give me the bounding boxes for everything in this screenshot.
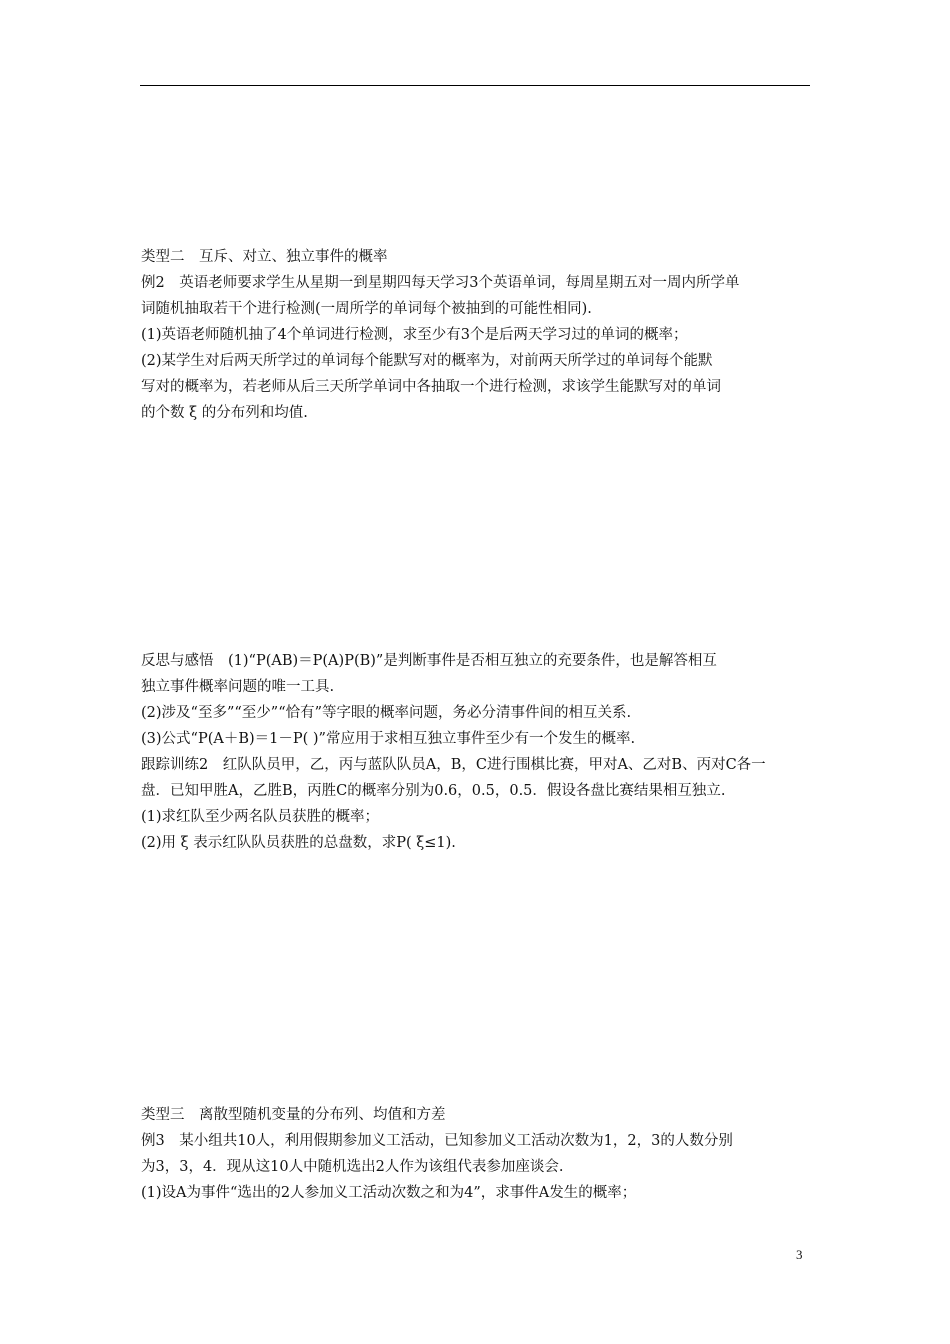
- practice2-line-3: (1)求红队至少两名队员获胜的概率；: [141, 809, 380, 825]
- example2-line-5: 写对的概率为，若老师从后三天所学单词中各抽取一个进行检测，求该学生能默写对的单词: [141, 379, 721, 395]
- reflection-line-2: 独立事件概率问题的唯一工具.: [141, 679, 335, 695]
- header-rule: [140, 85, 810, 86]
- reflection-line-3: (2)涉及“至多”“至少”“恰有”等字眼的概率问题，务必分清事件间的相互关系.: [141, 705, 632, 721]
- reflection-line-1: 反思与感悟 (1)“P(AB)＝P(A)P(B)”是判断事件是否相互独立的充要条件，也是解答相互: [141, 653, 717, 669]
- example3-line-2: 为3，3，4．现从这10人中随机选出2人作为该组代表参加座谈会.: [141, 1159, 564, 1175]
- practice2-line-4: (2)用 ξ 表示红队队员获胜的总盘数，求P( ξ≤1).: [141, 835, 456, 851]
- practice2-line-2: 盘．已知甲胜A，乙胜B，丙胜C的概率分别为0.6，0.5，0.5．假设各盘比赛结果相互独立.: [141, 783, 726, 799]
- reflection-line-4: (3)公式“P(A＋B)＝1－P( )”常应用于求相互独立事件至少有一个发生的概率.: [141, 731, 636, 747]
- example3-line-3: (1)设A为事件“选出的2人参加义工活动次数之和为4”，求事件A发生的概率；: [141, 1185, 637, 1201]
- section-heading-type2: 类型二 互斥、对立、独立事件的概率: [141, 249, 388, 265]
- example2-line-3: (1)英语老师随机抽了4个单词进行检测，求至少有3个是后两天学习过的单词的概率；: [141, 327, 688, 343]
- page-number: 3: [796, 1247, 803, 1262]
- example3-line-1: 例3 某小组共10人，利用假期参加义工活动，已知参加义工活动次数为1，2，3的人数分别: [141, 1133, 733, 1149]
- section-heading-type3: 类型三 离散型随机变量的分布列、均值和方差: [141, 1107, 446, 1123]
- practice2-line-1: 跟踪训练2 红队队员甲，乙，丙与蓝队队员A，B，C进行围棋比赛，甲对A、乙对B、丙对C各一: [141, 757, 766, 773]
- example2-line-1: 例2 英语老师要求学生从星期一到星期四每天学习3个英语单词，每周星期五对一周内所学单: [141, 275, 740, 291]
- example2-line-4: (2)某学生对后两天所学过的单词每个能默写对的概率为，对前两天所学过的单词每个能默: [141, 353, 713, 369]
- example2-line-6: 的个数 ξ 的分布列和均值.: [141, 405, 308, 421]
- example2-line-2: 词随机抽取若干个进行检测(一周所学的单词每个被抽到的可能性相同).: [141, 301, 592, 317]
